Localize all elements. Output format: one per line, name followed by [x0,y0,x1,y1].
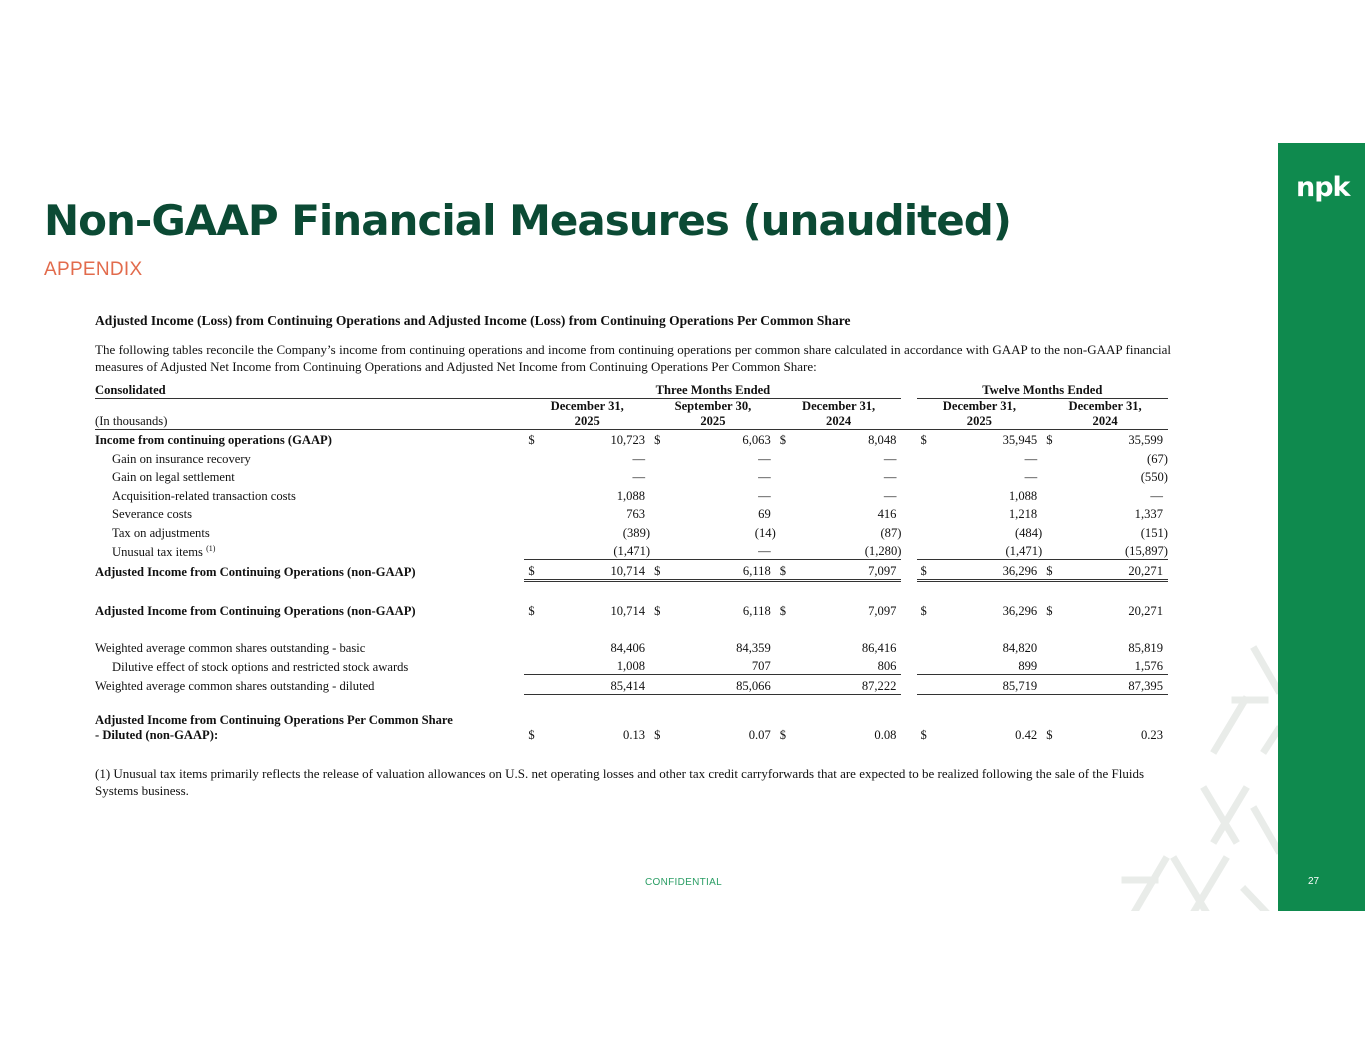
table-group-header [95,379,1168,398]
side-brand-band [1278,143,1365,911]
document-heading: Adjusted Income (Loss) from Continuing Operations and Adjusted Income (Loss) from Continuing Operations Per Common Share [95,313,851,328]
page-number: 27 [1308,876,1320,887]
table-row: Dilutive effect of stock options and restricted stock awards 1,008 707 806 899 1,576 [112,659,1163,674]
col-header: December 31, 2025 [942,398,1016,428]
col-header: December 31, 2025 [550,398,624,428]
document-intro: The following tables reconcile the Company’s income from continuing operations and income from continuing operations per common share calculated in accordance with GAAP to the non-GAAP financial measures of Adjusted Net Income from Continuing Operations and Adjusted Net Income from Continuing Operations Per Common Share: [95,342,1171,374]
table-column-header [95,398,1168,429]
table-row: Adjusted Income from Continuing Operations (non-GAAP) $ 10,714 $ 6,118 $ 7,097 $ 36,296 $ 20,271 [95,603,1163,618]
table-row: Acquisition-related transaction costs 1,088 — — 1,088 — [112,488,1163,503]
confidential-label: CONFIDENTIAL [645,877,722,888]
col-header: December 31, 2024 [802,398,876,428]
table-row: Weighted average common shares outstanding - basic 84,406 84,359 86,416 84,820 85,819 [95,640,1163,655]
table-row: Adjusted Income from Continuing Operations Per Common Share - Diluted (non-GAAP): $ 0.13 $ 0.07 $ 0.08 $ 0.42 $ 0.23 [95,713,1163,743]
group-twelve-months: Twelve Months Ended [917,379,1168,398]
col-header: December 31, 2024 [1068,398,1142,428]
reconciliation-document [95,310,1171,799]
table-row: Severance costs 763 69 416 1,218 1,337 [112,507,1163,521]
table-row: Gain on insurance recovery — — — — (67) [112,451,1168,466]
units-label: (In thousands) [95,413,168,428]
table-row: Income from continuing operations (GAAP) $ 10,723 $ 6,063 $ 8,048 $ 35,945 $ 35,599 [95,429,1168,448]
table-row: Gain on legal settlement — — — — (550) [112,470,1168,484]
table-row: Weighted average common shares outstanding - diluted 85,414 85,066 87,222 85,719 87,395 [95,675,1168,695]
footnote-ref: (1) [206,543,216,553]
table-row: Unusual tax items $^{(1)}$ (1,471) — (1,280) (1,471) (15,897) [112,543,1168,559]
table-row: Tax on adjustments (389) (14) (87) (484) (151) [112,525,1168,540]
npk-logo: npk [1296,172,1350,203]
col-header: September 30, 2025 [674,398,752,428]
table-footnote: (1) Unusual tax items primarily reflects the release of valuation allowances on U.S. net operating losses and other tax credit carryforwards that are expected to be realized following the sale of the Fluids Systems business. [95,766,1145,799]
section-label: Consolidated [95,379,524,398]
table-row-total: Adjusted Income from Continuing Operations (non-GAAP) $ 10,714 $ 6,118 $ 7,097 $ 36,296 $ 20,271 [95,560,1168,581]
group-three-months: Three Months Ended [524,379,901,398]
section-subtitle: APPENDIX [44,259,143,280]
reconciliation-table [95,379,1168,743]
page-title: Non-GAAP Financial Measures (unaudited) [44,196,1011,245]
